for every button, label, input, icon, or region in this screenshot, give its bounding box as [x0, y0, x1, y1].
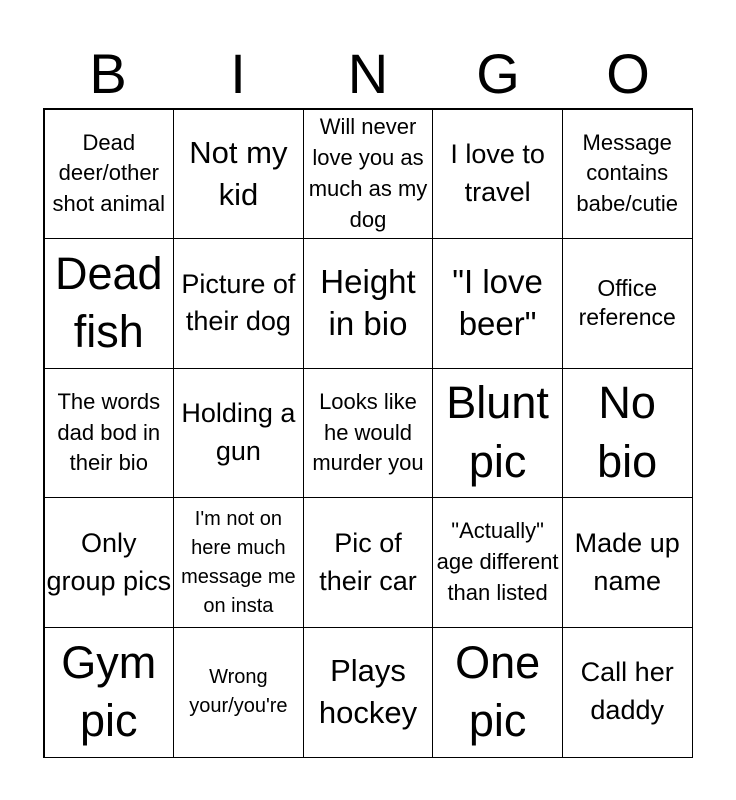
bingo-cell[interactable] — [173, 109, 304, 240]
header-letter-b: B — [89, 42, 127, 105]
cell-text: Gym pic — [61, 636, 157, 747]
cell-text: I love to travel — [450, 139, 545, 207]
cell-text: Call her daddy — [580, 657, 674, 726]
bingo-cell[interactable] — [44, 368, 175, 499]
cell-text: Will never love you as much as my dog — [308, 114, 428, 232]
cell-text: The words dad bod in their bio — [57, 388, 161, 476]
cell-text: "I love beer" — [452, 262, 543, 343]
bingo-cell[interactable] — [44, 109, 175, 240]
cell-text: Height in bio — [320, 262, 416, 343]
header-letter-n: N — [347, 42, 389, 105]
header-letter-i: I — [230, 42, 246, 105]
bingo-cell[interactable] — [432, 368, 563, 499]
bingo-cell[interactable] — [562, 627, 693, 758]
bingo-cell[interactable] — [432, 238, 563, 369]
bingo-cell[interactable] — [173, 238, 304, 369]
cell-text: Only group pics — [46, 527, 172, 596]
cell-text: Wrong your/you're — [189, 666, 288, 718]
bingo-cell[interactable] — [432, 497, 563, 628]
cell-text: Made up name — [574, 527, 680, 596]
cell-text: Dead deer/other shot animal — [52, 129, 166, 217]
bingo-cell[interactable] — [303, 627, 434, 758]
cell-text: Pic of their car — [319, 527, 417, 596]
cell-text: Picture of their dog — [181, 268, 296, 337]
cell-text: Office reference — [578, 274, 676, 331]
bingo-cell[interactable] — [44, 238, 175, 369]
cell-text: Not my kid — [189, 134, 288, 212]
cell-text: No bio — [597, 377, 658, 487]
bingo-cell[interactable] — [303, 109, 434, 240]
bingo-card-grid — [43, 108, 693, 758]
cell-text: Holding a gun — [181, 398, 296, 466]
bingo-cell[interactable] — [303, 497, 434, 628]
cell-text: Dead fish — [55, 247, 163, 358]
bingo-cell[interactable] — [44, 627, 175, 758]
bingo-cell[interactable] — [303, 238, 434, 369]
bingo-cell[interactable] — [173, 497, 304, 628]
cell-text: One pic — [455, 636, 541, 747]
cell-text: Message contains babe/cutie — [576, 129, 678, 217]
bingo-cell[interactable] — [303, 368, 434, 499]
bingo-cell[interactable] — [173, 368, 304, 499]
bingo-cell[interactable] — [562, 497, 693, 628]
bingo-cell[interactable] — [173, 627, 304, 758]
bingo-cell[interactable] — [432, 109, 563, 240]
cell-text: Looks like he would murder you — [312, 388, 424, 476]
cell-text: Plays hockey — [318, 653, 418, 731]
bingo-cell[interactable] — [44, 497, 175, 628]
bingo-cell[interactable] — [562, 238, 693, 369]
cell-text: Blunt pic — [446, 377, 549, 487]
header-letter-g: G — [476, 42, 520, 105]
header-letter-o: O — [606, 42, 650, 105]
cell-text: I'm not on here much message me on insta — [181, 507, 296, 617]
bingo-cell[interactable] — [562, 368, 693, 499]
bingo-cell[interactable] — [562, 109, 693, 240]
cell-text: "Actually" age different than listed — [436, 518, 559, 605]
bingo-header — [43, 40, 693, 108]
bingo-cell[interactable] — [432, 627, 563, 758]
